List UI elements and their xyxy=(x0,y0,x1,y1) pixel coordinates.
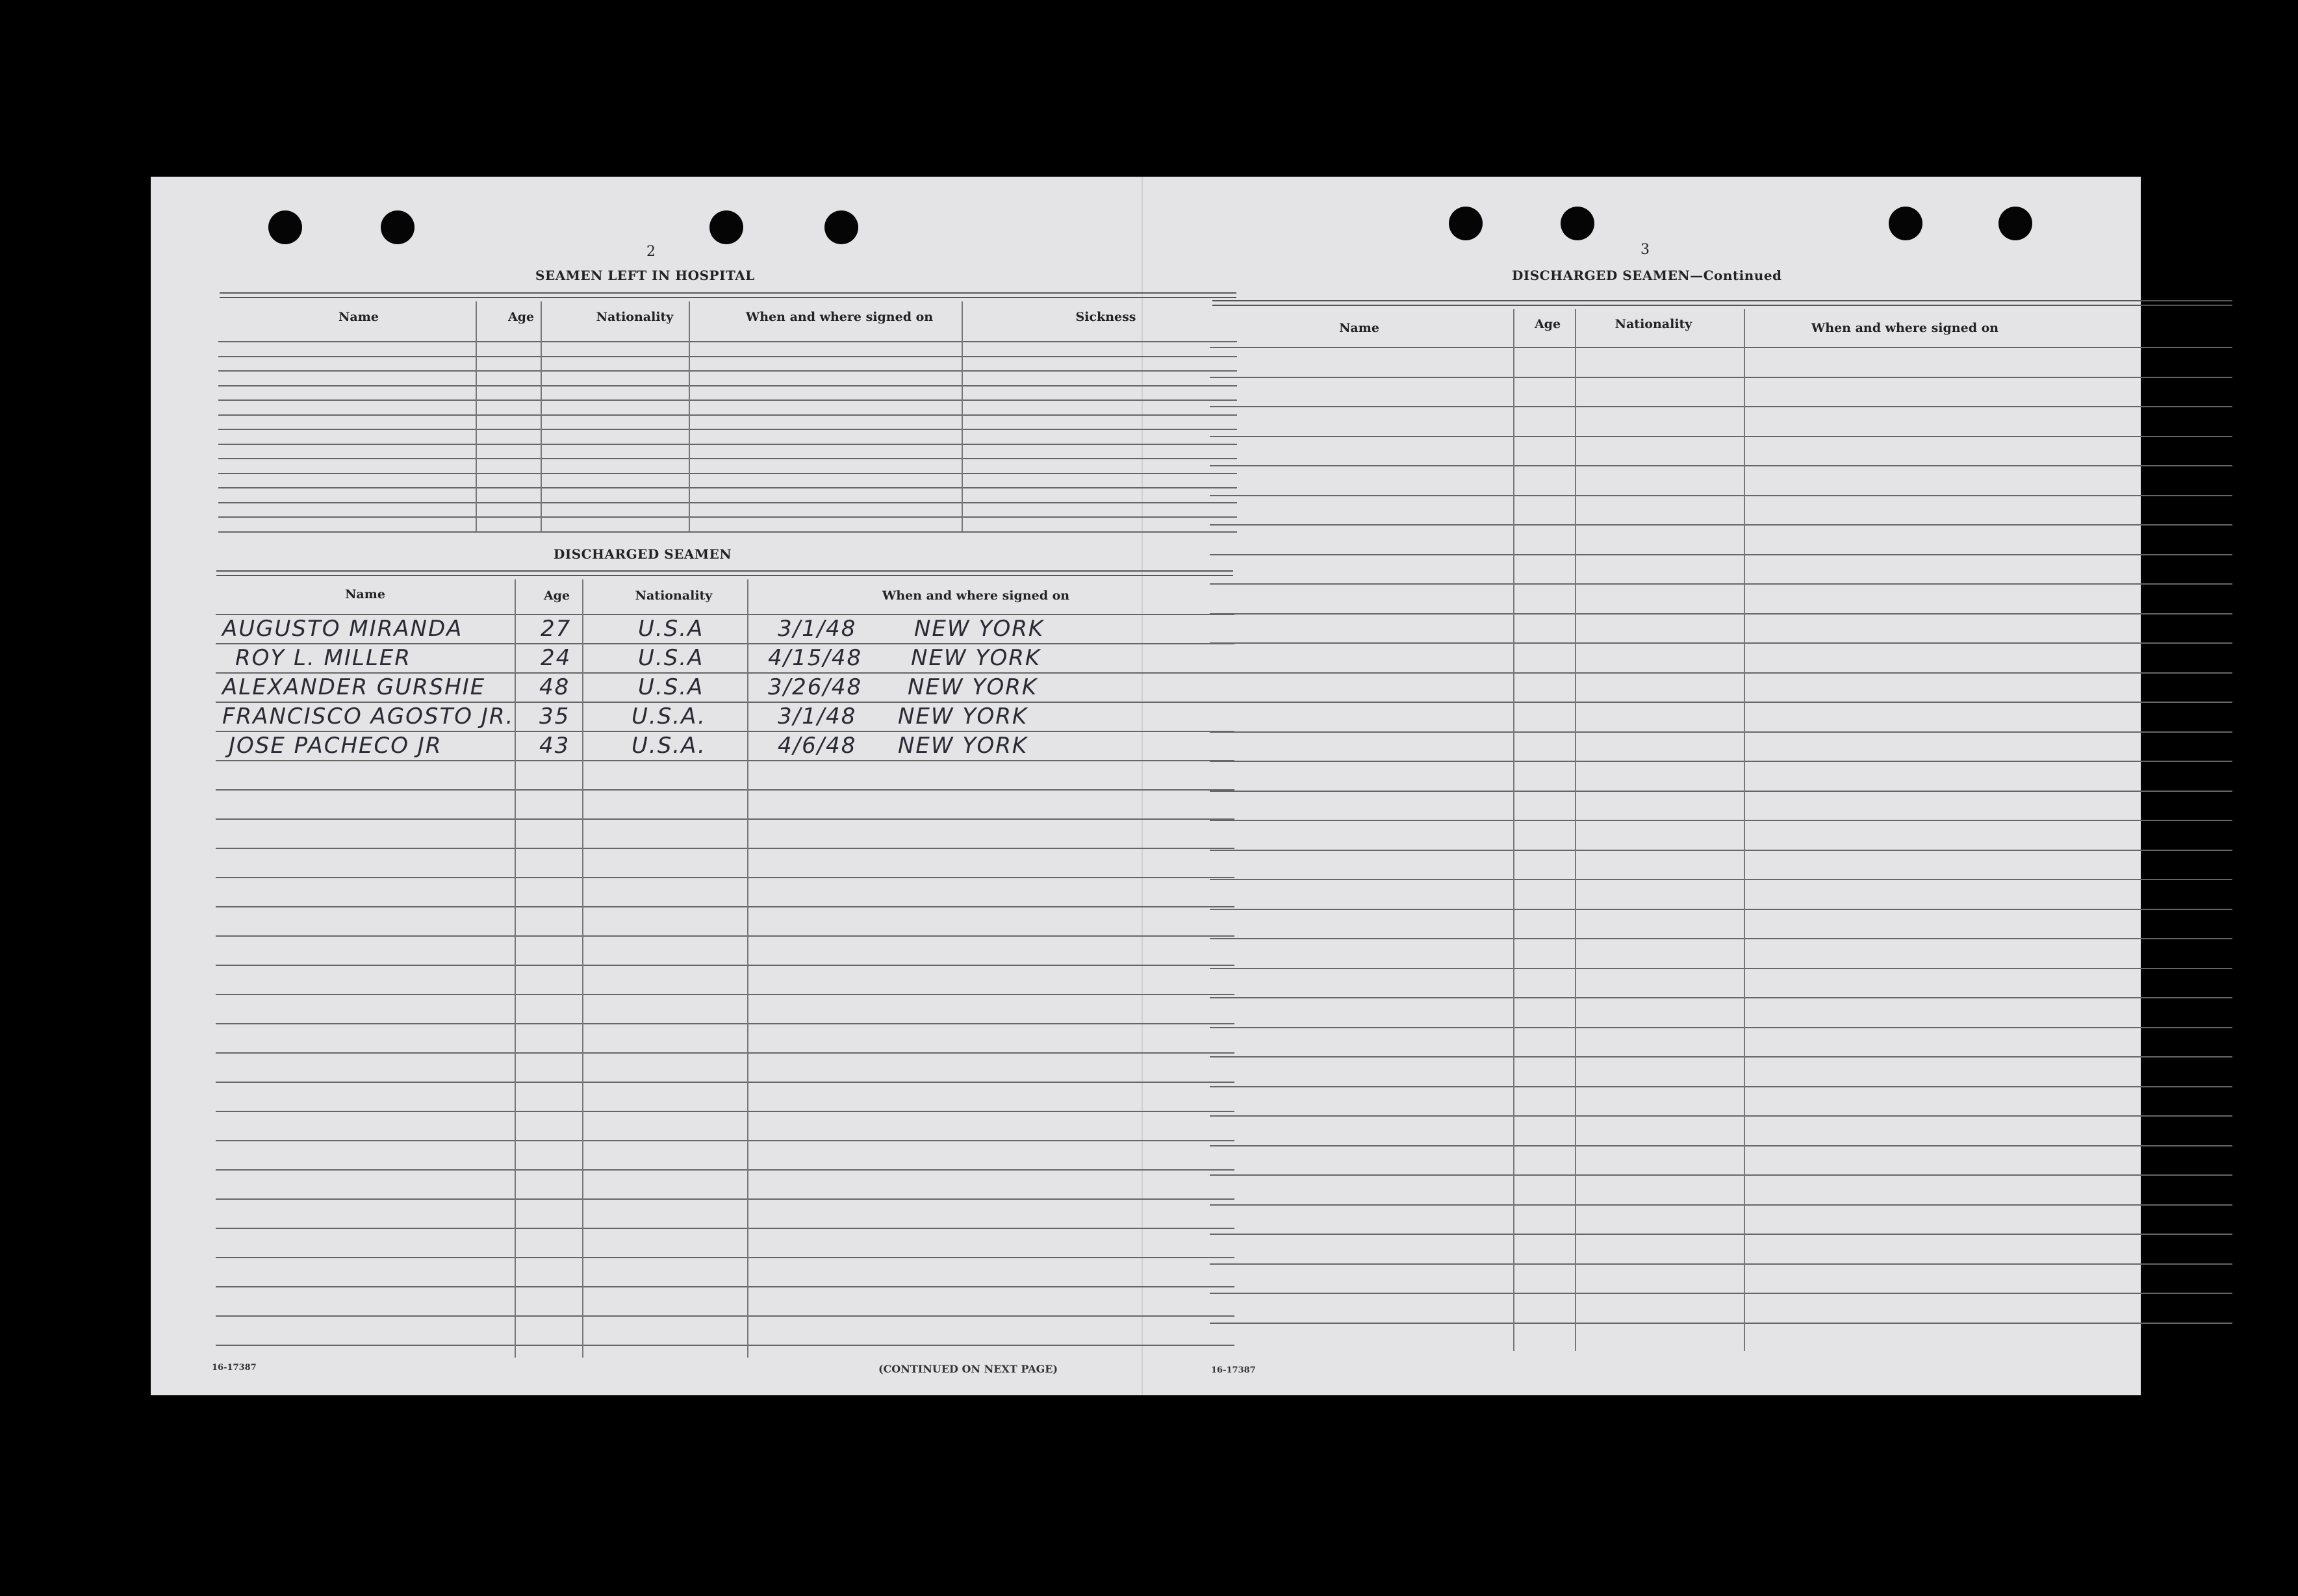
punch-hole xyxy=(1561,207,1594,240)
discharged-col-age: Age xyxy=(543,589,570,603)
column-divider xyxy=(1744,309,1745,1351)
ruled-line xyxy=(1210,465,2232,466)
ruled-line xyxy=(1210,1323,2232,1324)
ruled-line xyxy=(1210,1056,2232,1058)
ruled-line xyxy=(216,702,1234,703)
hospital-col-signed-on: When and where signed on xyxy=(745,310,934,324)
ruled-line xyxy=(1210,909,2232,910)
column-divider xyxy=(747,579,748,1358)
ruled-line xyxy=(218,370,1237,372)
ruled-line xyxy=(1210,1145,2232,1146)
row-nationality: U.S.A xyxy=(638,674,704,700)
punch-hole xyxy=(1889,207,1922,240)
punch-hole xyxy=(709,210,743,244)
discharged-col-signed-on: When and where signed on xyxy=(882,589,1070,603)
ruled-line xyxy=(218,399,1237,401)
ruled-line xyxy=(1210,938,2232,939)
column-divider xyxy=(962,301,963,531)
ruled-line xyxy=(218,341,1237,342)
ruled-line xyxy=(1210,1086,2232,1087)
column-divider xyxy=(476,301,477,531)
hospital-col-nationality: Nationality xyxy=(596,310,674,324)
punch-hole xyxy=(268,210,302,244)
ruled-line xyxy=(216,1315,1234,1317)
ruled-line xyxy=(1210,702,2232,703)
ruled-line xyxy=(1210,1115,2232,1117)
page-number: 2 xyxy=(646,244,656,260)
ruled-line xyxy=(216,760,1234,761)
row-age: 24 xyxy=(541,645,572,671)
continued-col-age: Age xyxy=(1534,317,1561,331)
ruled-line xyxy=(218,531,1237,533)
row-age: 27 xyxy=(541,616,572,642)
row-place: NEW YORK xyxy=(908,674,1038,700)
hospital-col-name: Name xyxy=(338,310,379,324)
ruled-line xyxy=(216,643,1234,644)
continued-note: (CONTINUED ON NEXT PAGE) xyxy=(878,1363,1058,1375)
column-divider xyxy=(1575,309,1576,1351)
row-date: 3/26/48 xyxy=(768,674,863,700)
column-divider xyxy=(689,301,690,531)
ruled-line xyxy=(1210,642,2232,644)
ruled-line xyxy=(216,1257,1234,1258)
discharged-col-nationality: Nationality xyxy=(635,589,713,603)
ruled-line xyxy=(218,487,1237,488)
ruled-line xyxy=(1210,1174,2232,1176)
ruled-line xyxy=(218,414,1237,416)
continued-col-signed-on: When and where signed on xyxy=(1811,321,1999,335)
column-divider xyxy=(515,579,516,1358)
ruled-line xyxy=(1210,850,2232,851)
column-divider xyxy=(541,301,542,531)
continued-top-rule xyxy=(1212,300,2232,301)
ruled-line xyxy=(216,1345,1234,1346)
punch-hole xyxy=(1998,207,2032,240)
row-name: JOSE PACHECO JR xyxy=(229,733,442,759)
ruled-line xyxy=(218,385,1237,386)
continued-section-title: DISCHARGED SEAMEN—Continued xyxy=(1512,268,1782,283)
ruled-line xyxy=(1210,731,2232,733)
ruled-line xyxy=(1210,495,2232,496)
ruled-line xyxy=(1210,1204,2232,1206)
punch-hole xyxy=(381,210,415,244)
ruled-line xyxy=(1210,1263,2232,1265)
ruled-line xyxy=(216,672,1234,674)
ruled-line xyxy=(218,502,1237,503)
page-number: 3 xyxy=(1641,242,1650,258)
punch-hole xyxy=(824,210,858,244)
ruled-line xyxy=(1210,1293,2232,1294)
ruled-line xyxy=(1210,968,2232,969)
row-date: 3/1/48 xyxy=(778,616,857,642)
row-nationality: U.S.A xyxy=(638,616,704,642)
row-date: 3/1/48 xyxy=(778,703,857,729)
row-name: FRANCISCO AGOSTO JR. xyxy=(222,703,515,729)
ruled-line xyxy=(216,965,1234,966)
ruled-line xyxy=(216,1228,1234,1229)
ruled-line xyxy=(1210,879,2232,880)
row-nationality: U.S.A. xyxy=(632,703,706,729)
ruled-line xyxy=(218,458,1237,459)
form-number: 16-17387 xyxy=(212,1363,257,1373)
hospital-top-rule xyxy=(220,292,1236,294)
discharged-top-rule xyxy=(216,570,1233,572)
row-age: 48 xyxy=(539,674,570,700)
ruled-line xyxy=(1210,1027,2232,1028)
ruled-line xyxy=(1210,583,2232,585)
ruled-line xyxy=(216,1111,1234,1112)
form-number: 16-17387 xyxy=(1211,1365,1256,1375)
ruled-line xyxy=(216,1082,1234,1083)
punch-hole xyxy=(1449,207,1483,240)
ruled-line xyxy=(216,1052,1234,1054)
ruled-line xyxy=(1210,791,2232,792)
ruled-line xyxy=(216,614,1234,615)
ruled-line xyxy=(218,356,1237,357)
ruled-line xyxy=(216,1169,1234,1171)
hospital-col-age: Age xyxy=(507,310,535,324)
ruled-line xyxy=(216,935,1234,937)
ruled-line xyxy=(216,906,1234,907)
ruled-line xyxy=(1210,406,2232,407)
ruled-line xyxy=(216,848,1234,849)
row-name: ALEXANDER GURSHIE xyxy=(222,674,486,700)
ruled-line xyxy=(216,789,1234,791)
row-age: 43 xyxy=(539,733,570,759)
ruled-line xyxy=(1210,820,2232,821)
row-place: NEW YORK xyxy=(914,616,1045,642)
ruled-line xyxy=(216,994,1234,995)
ruled-line xyxy=(1210,1234,2232,1235)
continued-col-name: Name xyxy=(1339,321,1379,335)
row-name: ROY L. MILLER xyxy=(235,645,411,671)
ruled-line xyxy=(1210,377,2232,378)
row-place: NEW YORK xyxy=(898,733,1028,759)
ruled-line xyxy=(218,429,1237,430)
ruled-line xyxy=(216,818,1234,820)
column-divider xyxy=(582,579,583,1358)
column-divider xyxy=(1513,309,1514,1351)
row-date: 4/15/48 xyxy=(768,645,863,671)
row-date: 4/6/48 xyxy=(778,733,857,759)
page-fold xyxy=(1142,177,1143,1395)
row-age: 35 xyxy=(539,703,570,729)
ruled-line xyxy=(1210,436,2232,437)
hospital-section-title: SEAMEN LEFT IN HOSPITAL xyxy=(535,268,755,283)
ruled-line xyxy=(1210,672,2232,674)
ruled-line xyxy=(216,1140,1234,1141)
ruled-line xyxy=(1210,613,2232,614)
ruled-line xyxy=(1210,554,2232,555)
continued-col-nationality: Nationality xyxy=(1615,317,1692,331)
row-nationality: U.S.A. xyxy=(632,733,706,759)
ruled-line xyxy=(218,516,1237,518)
row-nationality: U.S.A xyxy=(638,645,704,671)
ruled-line xyxy=(1210,347,2232,348)
ruled-line xyxy=(218,473,1237,474)
ruled-line xyxy=(216,877,1234,878)
ledger-sheet xyxy=(151,177,2141,1395)
ruled-line xyxy=(1210,761,2232,762)
discharged-section-title: DISCHARGED SEAMEN xyxy=(554,546,732,562)
row-name: AUGUSTO MIRANDA xyxy=(222,616,463,642)
ruled-line xyxy=(216,731,1234,732)
discharged-col-name: Name xyxy=(345,587,385,602)
ruled-line xyxy=(1210,997,2232,998)
ruled-line xyxy=(1210,524,2232,526)
ruled-line xyxy=(216,1286,1234,1287)
ruled-line xyxy=(216,1198,1234,1200)
ruled-line xyxy=(216,1023,1234,1024)
row-place: NEW YORK xyxy=(898,703,1028,729)
ruled-line xyxy=(218,444,1237,445)
hospital-col-sickness: Sickness xyxy=(1075,310,1136,324)
row-place: NEW YORK xyxy=(911,645,1041,671)
